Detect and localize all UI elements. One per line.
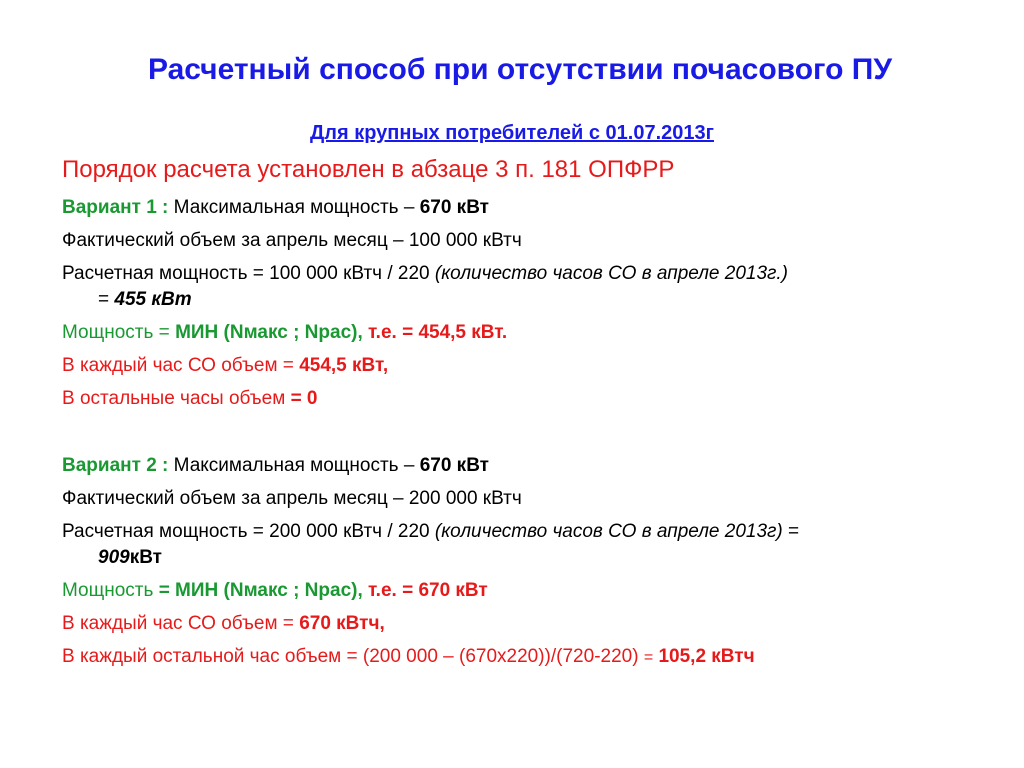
variant1-calc-power-note: (количество часов СО в апреле 2013г.) <box>434 263 789 284</box>
variant1-rest-volume <box>62 387 318 411</box>
variant2-power-label: Мощность <box>62 580 154 601</box>
variant1-power <box>62 321 507 345</box>
variant2-power <box>62 579 488 603</box>
variant2-label: Вариант 2 : <box>62 455 169 476</box>
variant2-calc-power-text: Расчетная мощность = 200 000 кВтч / 220 <box>62 521 430 542</box>
variant1-actual-volume: Фактический объем за апрель месяц – 100 000 кВтч <box>62 230 522 251</box>
variant2-max-power <box>62 454 489 478</box>
variant2-calc-power-unit: кВт <box>129 547 162 568</box>
variant1-max-power-text: Максимальная мощность – <box>173 197 415 218</box>
variant2-hour-value: 670 кВтч, <box>299 613 385 634</box>
variant1-power-label: Мощность = <box>62 322 170 343</box>
variant1-calc-power-value: 455 кВт <box>114 289 192 310</box>
variant2-calc-power-note: (количество часов СО в апреле 2013г) <box>434 521 783 542</box>
variant1-hour-volume <box>62 354 388 378</box>
variant1-calc-power <box>62 262 788 286</box>
variant1-power-ie: т.е. = 454,5 кВт. <box>368 322 508 343</box>
variant1-calc-power-eq: = <box>98 289 110 310</box>
variant2-calc-power-value: 909 <box>98 547 130 568</box>
variant1-hour-text: В каждый час СО объем = <box>62 355 294 376</box>
variant1-max-power <box>62 196 489 220</box>
slide-subtitle: Для крупных потребителей с 01.07.2013г <box>310 122 714 144</box>
variant1-rest-text: В остальные часы объем <box>62 388 286 409</box>
variant2-rest-volume <box>62 645 755 670</box>
variant1-hour-value: 454,5 кВт, <box>299 355 389 376</box>
variant2-max-power-text: Максимальная мощность – <box>173 455 415 476</box>
variant1-rest-value: = 0 <box>290 388 318 409</box>
variant2-power-ie: т.е. = 670 кВт <box>368 580 488 601</box>
calculation-order: Порядок расчета установлен в абзаце 3 п. 181 ОПФРР <box>62 156 675 183</box>
variant2-rest-text: В каждый остальной час объем = (200 000 – (670х220))/(720-220) <box>62 646 639 667</box>
variant2-actual-volume: Фактический объем за апрель месяц – 200 000 кВтч <box>62 488 522 509</box>
variant2-calc-power-result <box>98 546 162 570</box>
slide-title: Расчетный способ при отсутствии почасового ПУ <box>147 53 893 86</box>
variant1-power-formula: МИН (Nмакс ; Nрас), <box>175 322 363 343</box>
variant2-calc-power-eq: = <box>788 521 800 542</box>
variant1-max-power-value: 670 кВт <box>419 197 489 218</box>
variant2-hour-text: В каждый час СО объем = <box>62 613 294 634</box>
variant2-max-power-value: 670 кВт <box>419 455 489 476</box>
variant2-hour-volume <box>62 612 385 636</box>
variant2-calc-power <box>62 520 799 544</box>
variant1-calc-power-result <box>98 288 192 312</box>
variant1-label: Вариант 1 : <box>62 197 169 218</box>
variant2-rest-eq: = <box>643 649 654 666</box>
variant2-power-formula: = МИН (Nмакс ; Nрас), <box>158 580 363 601</box>
variant2-rest-value: 105,2 кВтч <box>658 646 755 667</box>
variant1-calc-power-text: Расчетная мощность = 100 000 кВтч / 220 <box>62 263 430 284</box>
